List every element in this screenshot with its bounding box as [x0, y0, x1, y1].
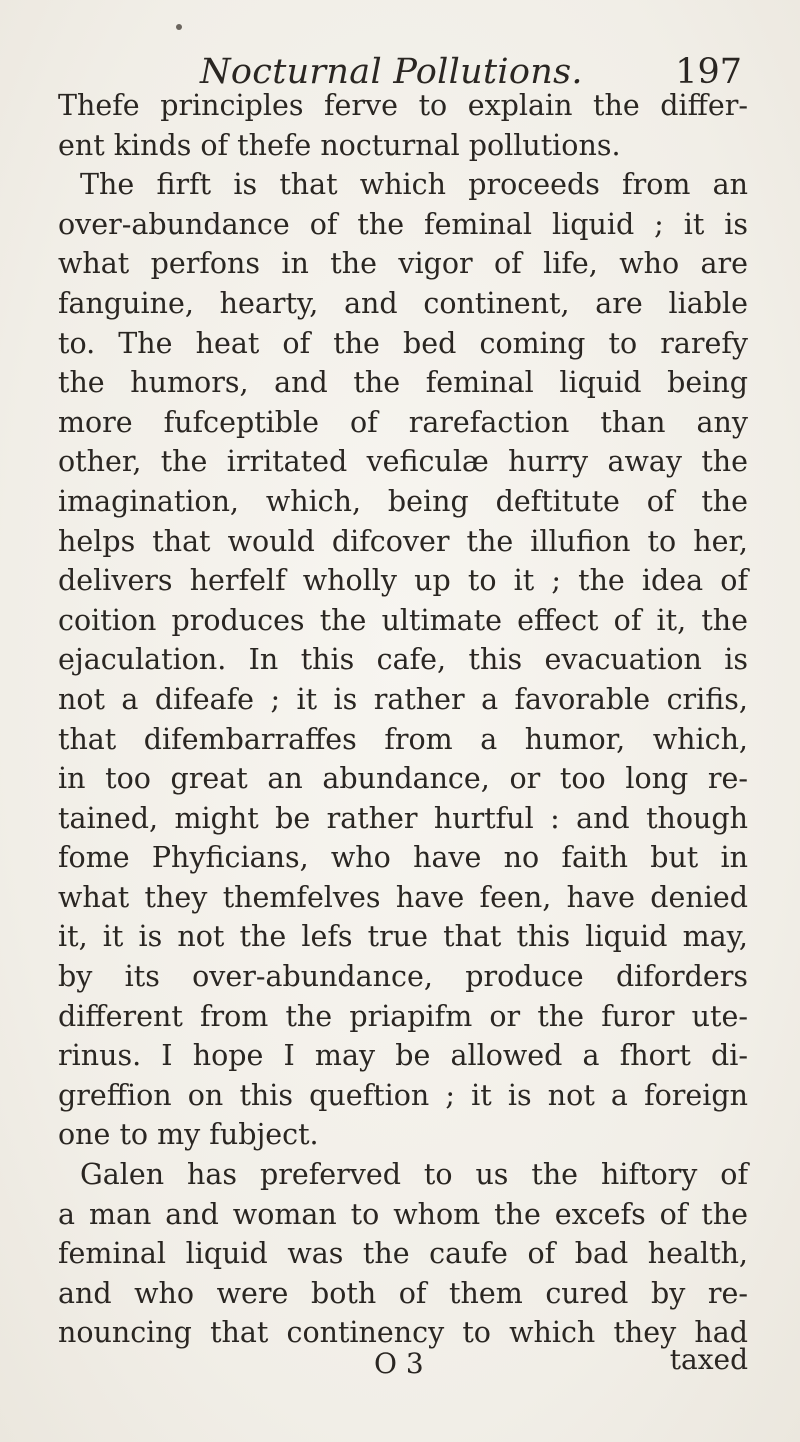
text-line: to. The heat of the bed coming to rarefy: [58, 326, 748, 360]
text-line: delivers herfelf wholly up to it ; the idea of: [58, 564, 748, 598]
text-line: helps that would difcover the illufion to her,: [58, 524, 748, 558]
text-line: other, the irritated veficulæ hurry away the: [58, 445, 748, 479]
signature-mark: O 3: [374, 1347, 424, 1380]
text-line: what they themfelves have feen, have denied: [58, 880, 748, 914]
text-line: fome Phyficians, who have no faith but in: [58, 841, 748, 875]
text-line: ent kinds of thefe nocturnal pollutions.: [58, 128, 621, 162]
text-line: rinus. I hope I may be allowed a fhort di-: [58, 1039, 748, 1073]
text-line: feminal liquid was the caufe of bad health,: [58, 1237, 748, 1271]
text-line: it, it is not the lefs true that this liquid may,: [58, 920, 748, 954]
text-line: ejaculation. In this cafe, this evacuation is: [58, 643, 748, 677]
text-line: The firft is that which proceeds from an: [80, 168, 748, 202]
text-line: greffion on this queftion ; it is not a foreign: [58, 1078, 748, 1112]
text-line: nouncing that continency to which they had: [58, 1316, 748, 1350]
text-line: by its over-abundance, produce diforders: [58, 960, 748, 994]
text-line: a man and woman to whom the excefs of the: [58, 1197, 748, 1231]
text-line: Galen has preferved to us the hiftory of: [80, 1158, 748, 1192]
stray-ink-mark: [176, 24, 182, 30]
text-line: what perfons in the vigor of life, who are: [58, 247, 748, 281]
text-line: different from the priapifm or the furor ute-: [58, 999, 748, 1033]
text-line: and who were both of them cured by re-: [58, 1276, 748, 1310]
text-line: more fufceptible of rarefaction than any: [58, 405, 748, 439]
text-line: fanguine, hearty, and continent, are liable: [58, 286, 748, 320]
text-line: the humors, and the feminal liquid being: [58, 366, 748, 400]
text-line: tained, might be rather hurtful : and though: [58, 801, 748, 835]
text-line: coition produces the ultimate effect of it, the: [58, 603, 748, 637]
page-footer: [58, 1343, 748, 1393]
text-line: in too great an abundance, or too long re-: [58, 762, 748, 796]
text-line: one to my fubject.: [58, 1118, 319, 1152]
page-number: 197: [675, 52, 742, 92]
text-line: imagination, which, being deftitute of the: [58, 484, 748, 518]
text-line: not a difeafe ; it is rather a favorable crifis,: [58, 682, 748, 716]
body-text: [58, 86, 748, 1353]
text-line: over-abundance of the feminal liquid ; it is: [58, 207, 748, 241]
catchword: taxed: [669, 1343, 748, 1376]
text-line: that difembarraffes from a humor, which,: [58, 722, 748, 756]
text-line: Thefe principles ferve to explain the differ-: [58, 89, 748, 122]
page-header: [58, 0, 748, 92]
running-head: Nocturnal Pollutions.: [200, 52, 583, 92]
